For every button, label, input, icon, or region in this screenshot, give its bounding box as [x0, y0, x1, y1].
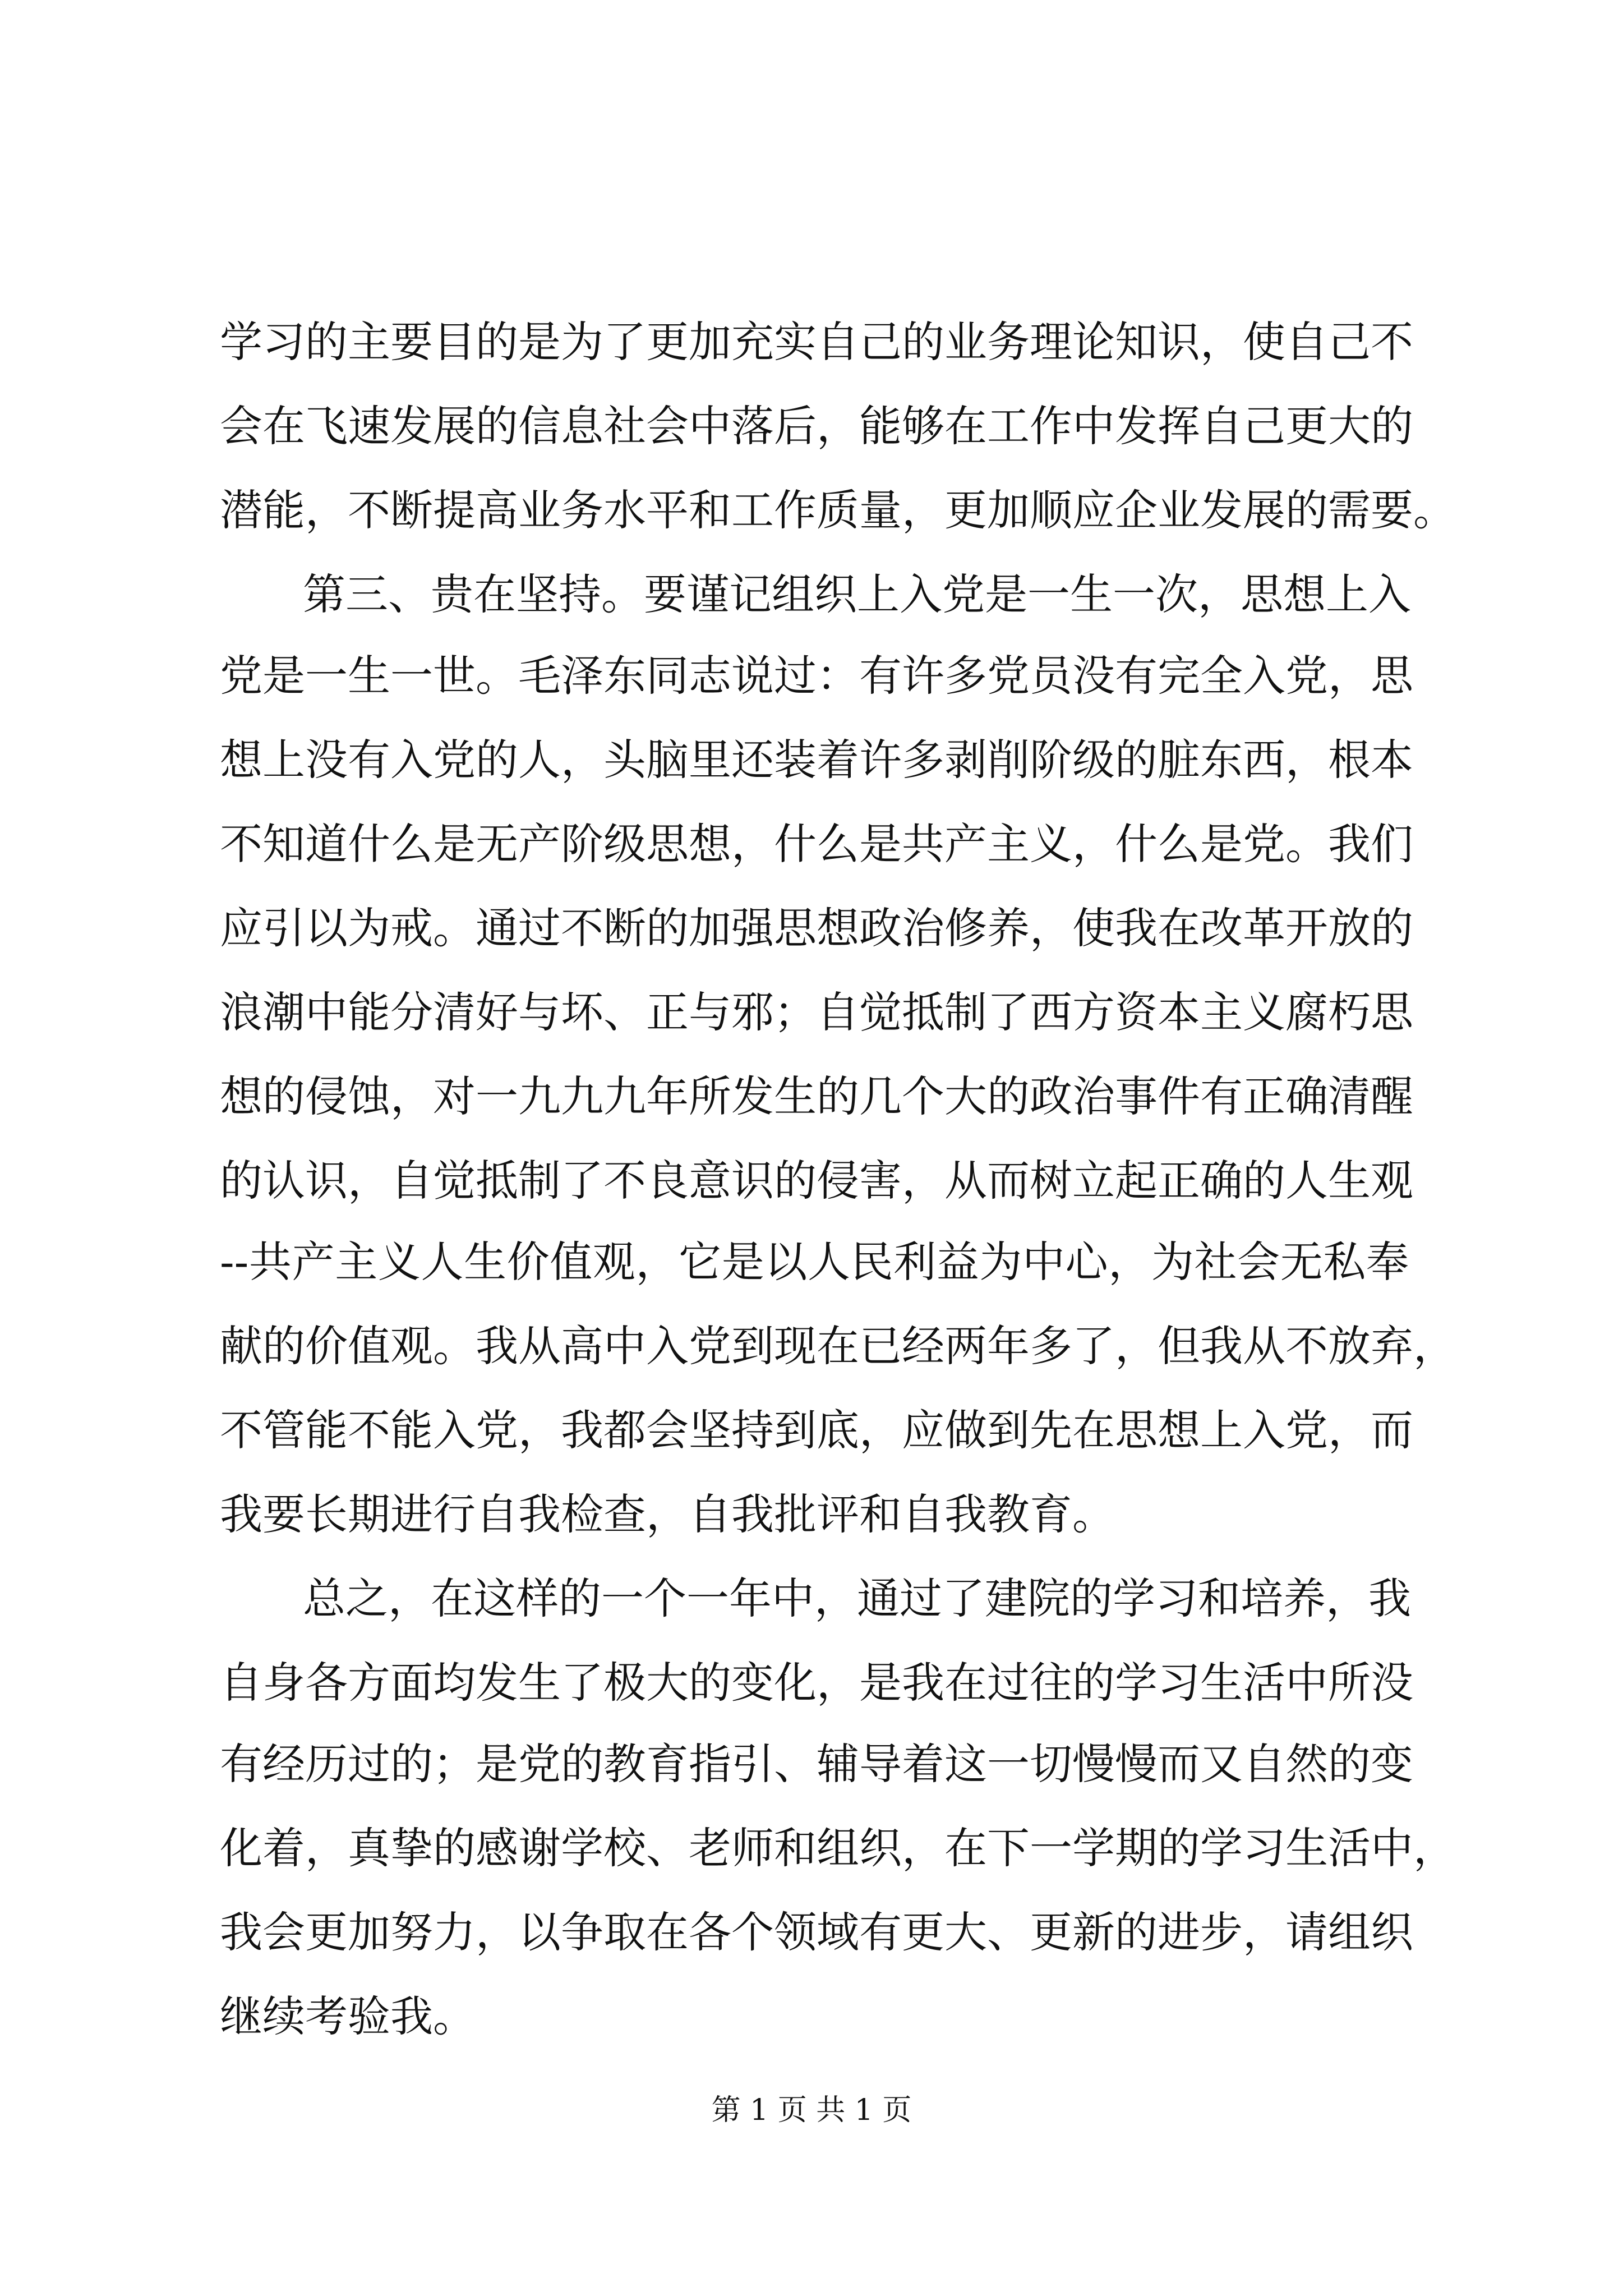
text-line: 献的价值观。我从高中入党到现在已经两年多了，但我从不放弃，	[220, 1321, 1456, 1371]
paragraph-end-line: 继续考验我。	[220, 1991, 476, 2041]
text-line: 不知道什么是无产阶级思想，什么是共产主义，什么是党。我们	[220, 819, 1413, 869]
text-line: 会在飞速发展的信息社会中落后，能够在工作中发挥自己更大的	[220, 401, 1413, 451]
text-line: 的认识，自觉抵制了不良意识的侵害，从而树立起正确的人生观	[220, 1156, 1413, 1205]
text-line: 不管能不能入党，我都会坚持到底，应做到先在思想上入党，而	[220, 1405, 1413, 1455]
paragraph-end-line: 我要长期进行自我检查，自我批评和自我教育。	[220, 1489, 1115, 1539]
text-line: 学习的主要目的是为了更加充实自己的业务理论知识，使自己不	[220, 317, 1413, 367]
text-line: --共产主义人生价值观，它是以人民利益为中心，为社会无私奉	[220, 1237, 1409, 1287]
text-line: 我会更加努力，以争取在各个领域有更大、更新的进步，请组织	[220, 1907, 1413, 1957]
page-number-footer: 第 1 页 共 1 页	[711, 2093, 912, 2127]
text-line: 想的侵蚀，对一九九九年所发生的几个大的政治事件有正确清醒	[220, 1071, 1413, 1121]
paragraph-start-line: 总之，在这样的一个一年中，通过了建院的学习和培养，我	[303, 1573, 1411, 1623]
text-line: 浪潮中能分清好与坏、正与邪；自觉抵制了西方资本主义腐朽思	[220, 987, 1413, 1037]
text-line: 有经历过的；是党的教育指引、辅导着这一切慢慢而又自然的变	[220, 1739, 1413, 1789]
text-line: 党是一生一世。毛泽东同志说过：有许多党员没有完全入党，思	[220, 651, 1413, 701]
text-line: 潜能，不断提高业务水平和工作质量，更加顺应企业发展的需要。	[220, 485, 1456, 535]
paragraph-start-line: 第三、贵在坚持。要谨记组织上入党是一生一次，思想上入	[303, 569, 1411, 619]
text-line: 想上没有入党的人，头脑里还装着许多剥削阶级的脏东西，根本	[220, 735, 1413, 785]
text-line: 应引以为戒。通过不断的加强思想政治修养，使我在改革开放的	[220, 903, 1413, 953]
text-line: 化着，真挚的感谢学校、老师和组织，在下一学期的学习生活中，	[220, 1823, 1456, 1873]
text-line: 自身各方面均发生了极大的变化，是我在过往的学习生活中所没	[220, 1658, 1413, 1708]
